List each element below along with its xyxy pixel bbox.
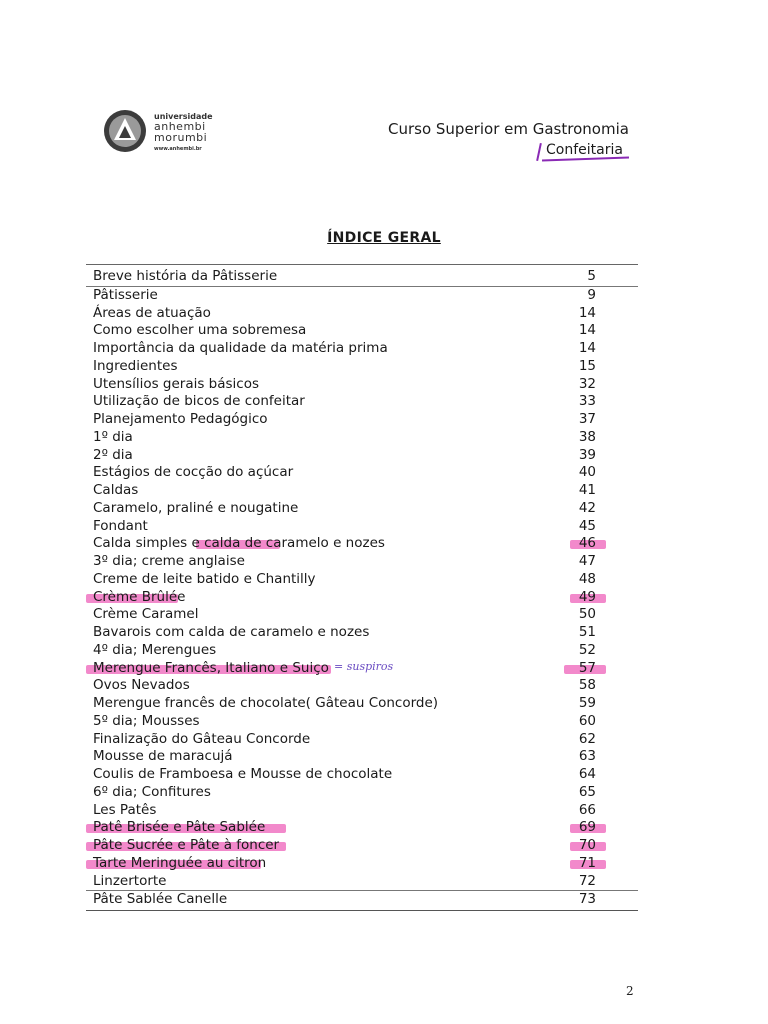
- toc-entry-page: 33: [578, 393, 596, 410]
- toc-entry-title: Planejamento Pedagógico: [93, 411, 268, 427]
- toc-entry-page: 63: [578, 748, 596, 765]
- toc-entry-page: 65: [578, 783, 596, 800]
- university-name: [154, 112, 213, 154]
- toc-entry-title: Merengue francês de chocolate( Gâteau Concorde): [93, 695, 439, 711]
- toc-entry: [86, 429, 638, 447]
- toc-entry: [86, 482, 638, 500]
- toc-entry-page: 50: [578, 606, 596, 623]
- toc-entry-title: Utilização de bicos de confeitar: [93, 393, 305, 410]
- toc-entry: [86, 837, 638, 855]
- toc-entry: [86, 873, 638, 891]
- toc-entry: [86, 731, 638, 749]
- toc-entry-title: Ovos Nevados: [93, 677, 190, 694]
- toc-entry-page: 57: [578, 659, 596, 676]
- toc-entry-page: 41: [578, 482, 596, 498]
- toc-entry-title: Fondant: [93, 517, 148, 534]
- university-logo: [102, 106, 242, 158]
- toc-entry-title: Caldas: [93, 482, 139, 498]
- toc-entry-page: 66: [578, 801, 596, 818]
- toc-entry-title: 5º dia; Mousses: [93, 712, 200, 729]
- toc-entry: [86, 571, 638, 589]
- logo-website: www.anhembi.br: [154, 146, 202, 152]
- toc-entry: [86, 393, 638, 411]
- toc-entry: [86, 535, 638, 553]
- toc-entry-title: Finalização do Gâteau Concorde: [93, 730, 311, 747]
- toc-entry: [86, 802, 638, 820]
- toc-entry: [86, 376, 638, 394]
- toc-entry-title: Tarte Meringuée au citron: [93, 854, 267, 871]
- toc-entry-title: Ingredientes: [93, 357, 178, 374]
- toc-entry: [86, 287, 638, 305]
- toc-entry-page: 49: [578, 588, 596, 605]
- toc-entry-page: 38: [578, 428, 596, 445]
- toc-entry-page: 52: [578, 641, 596, 658]
- toc-entry-title: Crème Brûlée: [93, 588, 186, 605]
- toc-entry-page: 37: [578, 411, 596, 427]
- toc-entry-title: Linzertorte: [93, 872, 167, 889]
- toc-entry-page: 64: [578, 766, 596, 782]
- toc-entry-title: Pâte Sucrée e Pâte à foncer: [93, 837, 280, 853]
- toc-entry-title: Creme de leite batido e Chantilly: [93, 570, 316, 587]
- toc-entry-title: Coulis de Framboesa e Mousse de chocolate: [93, 766, 393, 782]
- toc-entry-title: 6º dia; Confitures: [93, 783, 211, 800]
- toc-entry-page: 69: [578, 819, 596, 836]
- table-of-contents: [86, 264, 638, 911]
- toc-entry: [86, 890, 638, 909]
- toc-entry-title: Crème Caramel: [93, 606, 199, 623]
- toc-entry-title: 1º dia: [93, 428, 133, 445]
- course-title: Curso Superior em Gastronomia: [388, 120, 629, 138]
- logo-line-2: anhembi: [154, 120, 206, 133]
- toc-entry: [86, 464, 638, 482]
- top-rule: [86, 264, 638, 265]
- toc-entry-page: 40: [578, 464, 596, 481]
- toc-entry-page: 73: [578, 891, 596, 908]
- toc-entry-page: 9: [587, 286, 596, 303]
- index-title: ÍNDICE GERAL: [327, 230, 441, 246]
- toc-entry: [86, 447, 638, 465]
- toc-entry-title: Breve história da Pâtisserie: [93, 268, 278, 284]
- logo-line-1: universidade: [154, 112, 213, 121]
- toc-entry: [86, 518, 638, 536]
- toc-entry: [86, 322, 638, 340]
- toc-entry-title: Importância da qualidade da matéria prima: [93, 340, 388, 356]
- toc-entry: [86, 624, 638, 642]
- toc-entry-title: 3º dia; creme anglaise: [93, 553, 245, 569]
- toc-entry-title: Patê Brisée e Pâte Sablée: [93, 819, 266, 836]
- toc-entry-title: Caramelo, praliné e nougatine: [93, 499, 299, 516]
- toc-entry: [86, 855, 638, 873]
- toc-entry: [86, 677, 638, 695]
- toc-entry: [86, 500, 638, 518]
- logo-line-3: morumbi: [154, 131, 208, 144]
- toc-entry-page: 46: [578, 535, 596, 552]
- toc-entry-title: Bavarois com calda de caramelo e nozes: [93, 624, 370, 640]
- toc-rows: [86, 268, 638, 909]
- toc-entry: [86, 766, 638, 784]
- toc-entry-title: Calda simples e calda de caramelo e nozes: [93, 535, 385, 552]
- course-subject: Confeitaria: [546, 142, 623, 158]
- toc-entry-page: 14: [578, 304, 596, 321]
- toc-entry: [86, 784, 638, 802]
- toc-entry-title: Utensílios gerais básicos: [93, 375, 260, 392]
- toc-entry-page: 71: [578, 854, 596, 871]
- toc-entry-title: Como escolher uma sobremesa: [93, 322, 307, 339]
- toc-entry: [86, 695, 638, 713]
- toc-entry: [86, 358, 638, 376]
- toc-entry-page: 47: [578, 553, 596, 569]
- toc-entry: [86, 305, 638, 323]
- toc-entry-page: 5: [587, 268, 596, 284]
- toc-entry-page: 42: [578, 499, 596, 516]
- toc-entry-page: 39: [578, 446, 596, 463]
- toc-entry-page: 59: [578, 695, 596, 711]
- toc-entry-page: 32: [578, 375, 596, 392]
- page-number: 2: [626, 984, 634, 998]
- toc-entry-page: 45: [578, 517, 596, 534]
- toc-entry: [86, 819, 638, 837]
- handwritten-note: = suspiros: [334, 659, 394, 673]
- course-header: [388, 120, 648, 158]
- bottom-rule: [86, 910, 638, 911]
- toc-entry-page: 51: [578, 624, 596, 640]
- toc-entry: [86, 553, 638, 571]
- toc-entry-page: 14: [578, 340, 596, 356]
- toc-entry-title: Estágios de cocção do açúcar: [93, 464, 294, 481]
- toc-entry-title: Mousse de maracujá: [93, 748, 233, 765]
- toc-entry: [86, 340, 638, 358]
- toc-entry-title: 4º dia; Merengues: [93, 641, 217, 658]
- toc-entry-title: 2º dia: [93, 446, 133, 463]
- toc-entry: [86, 606, 638, 624]
- toc-entry-page: 70: [578, 837, 596, 853]
- toc-entry-title: Áreas de atuação: [93, 304, 211, 321]
- toc-entry-page: 14: [578, 322, 596, 339]
- toc-entry-title: Pâte Sablée Canelle: [93, 891, 228, 908]
- toc-entry: [86, 268, 638, 287]
- toc-entry: [86, 713, 638, 731]
- toc-entry: [86, 411, 638, 429]
- toc-entry-title: Merengue Francês, Italiano e Suiço: [93, 659, 329, 676]
- toc-entry-page: 15: [578, 357, 596, 374]
- toc-entry-title: Les Patês: [93, 801, 157, 818]
- toc-entry: [86, 748, 638, 766]
- toc-entry: [86, 589, 638, 607]
- toc-entry-page: 72: [578, 872, 596, 889]
- toc-entry-title: Pâtisserie: [93, 286, 158, 303]
- university-emblem-icon: [102, 108, 148, 154]
- toc-entry-page: 48: [578, 570, 596, 587]
- toc-entry-page: 60: [578, 712, 596, 729]
- toc-entry-page: 58: [578, 677, 596, 694]
- toc-entry-page: 62: [578, 730, 596, 747]
- toc-entry: [86, 660, 638, 678]
